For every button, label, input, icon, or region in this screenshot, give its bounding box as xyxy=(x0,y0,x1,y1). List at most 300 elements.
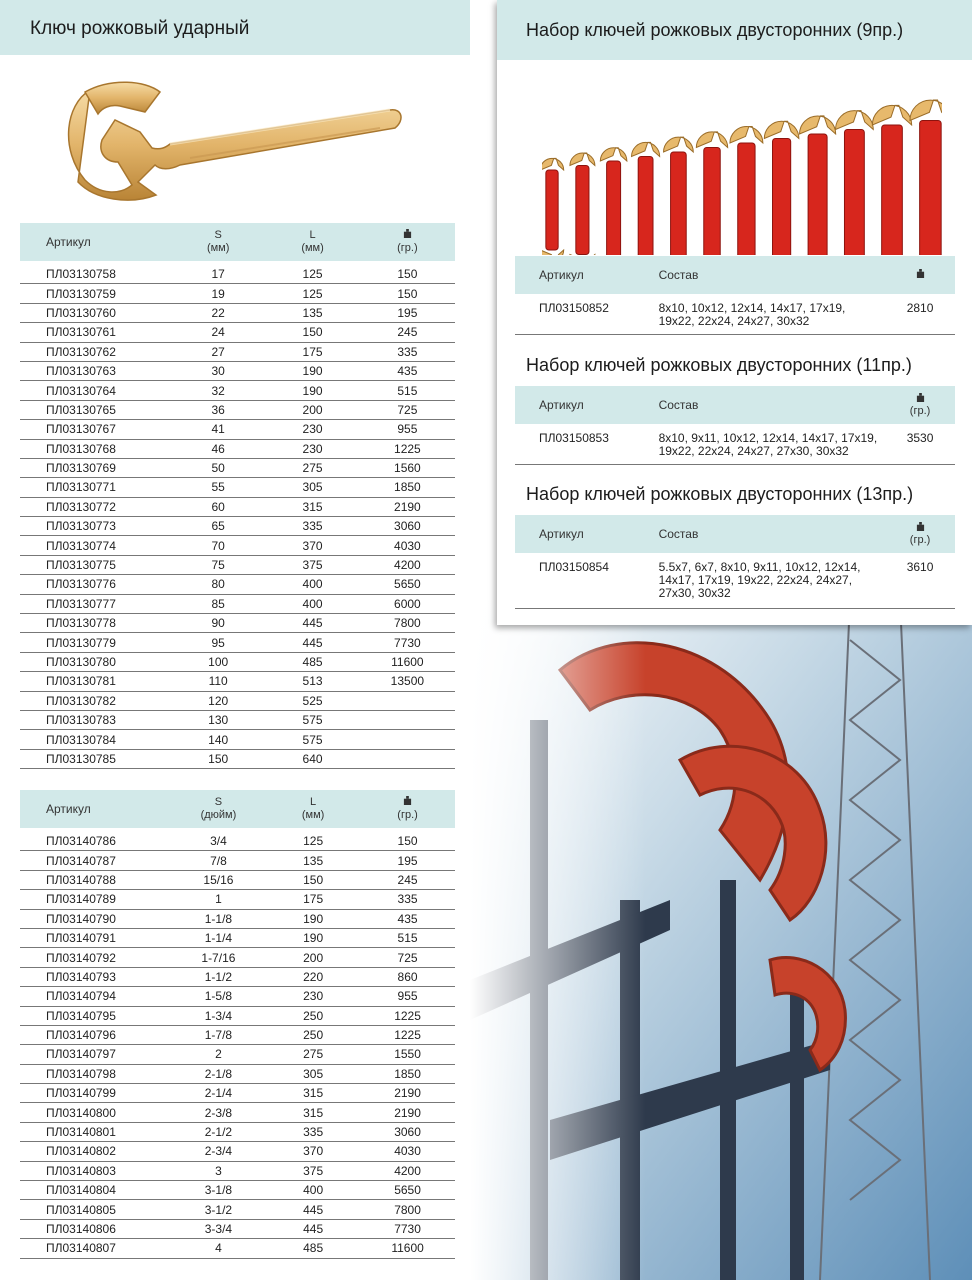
table-row xyxy=(20,890,455,909)
col-content: Состав xyxy=(658,386,886,424)
set-wrench xyxy=(664,137,694,255)
table-row xyxy=(20,1181,455,1200)
table-row xyxy=(20,870,455,889)
length-cell: 335 xyxy=(266,1122,360,1141)
size-cell: 2-3/8 xyxy=(171,1103,266,1122)
size-cell: 70 xyxy=(171,536,265,555)
length-cell: 485 xyxy=(265,652,359,671)
article-cell: ПЛ03140799 xyxy=(20,1084,171,1103)
weight-cell: 7730 xyxy=(360,633,455,652)
article-cell: ПЛ03140803 xyxy=(20,1161,171,1180)
weight-cell xyxy=(360,710,455,729)
length-cell: 315 xyxy=(265,497,359,516)
size-cell: 2-1/4 xyxy=(171,1084,266,1103)
table-row xyxy=(20,987,455,1006)
article-cell: ПЛ03130769 xyxy=(20,458,171,477)
set-table-9 xyxy=(515,256,955,335)
weight-cell xyxy=(360,749,455,768)
table-row xyxy=(20,851,455,870)
set-wrench xyxy=(764,121,799,255)
weight-cell: 4030 xyxy=(360,1142,455,1161)
table-row xyxy=(20,342,455,361)
article-cell: ПЛ03140786 xyxy=(20,832,171,851)
content-cell: 5.5x7, 6x7, 8x10, 9x11, 10x12, 12x14, 14x17, 17x19, 19x22, 22x24, 24x27, 27x30, 30x32 xyxy=(658,553,886,608)
weight-cell: 150 xyxy=(360,832,455,851)
length-cell: 135 xyxy=(265,303,359,322)
size-cell: 3 xyxy=(171,1161,266,1180)
size-cell: 30 xyxy=(171,361,265,380)
weight-icon xyxy=(916,269,925,278)
table-row xyxy=(20,691,455,710)
article-cell: ПЛ03130782 xyxy=(20,691,171,710)
size-cell: 110 xyxy=(171,672,265,691)
article-cell: ПЛ03130767 xyxy=(20,420,171,439)
size-cell: 100 xyxy=(171,652,265,671)
table-row xyxy=(20,710,455,729)
table-row xyxy=(20,1006,455,1025)
article-cell: ПЛ03140798 xyxy=(20,1064,171,1083)
weight-cell: 150 xyxy=(360,265,455,284)
table-row xyxy=(20,928,455,947)
length-cell: 575 xyxy=(265,710,359,729)
length-cell: 445 xyxy=(265,633,359,652)
weight-cell: 1225 xyxy=(360,439,455,458)
length-cell: 190 xyxy=(266,928,360,947)
article-cell: ПЛ03130779 xyxy=(20,633,171,652)
set-wrench xyxy=(872,105,911,255)
length-cell: 250 xyxy=(266,1025,360,1044)
size-cell: 2-1/8 xyxy=(171,1064,266,1083)
weight-cell: 4200 xyxy=(360,555,455,574)
size-cell: 36 xyxy=(171,400,265,419)
table-header-row xyxy=(20,790,455,828)
length-cell: 125 xyxy=(265,265,359,284)
length-cell: 400 xyxy=(266,1181,360,1200)
content-cell: 8x10, 9x11, 10x12, 12x14, 14x17, 17x19, 19x22, 22x24, 24x27, 27x30, 30x32 xyxy=(658,424,886,464)
size-cell: 1-1/8 xyxy=(171,909,266,928)
length-cell: 400 xyxy=(265,594,359,613)
weight-cell: 335 xyxy=(360,890,455,909)
length-cell: 525 xyxy=(265,691,359,710)
col-size: S (дюйм) xyxy=(171,790,266,828)
weight-cell: 1225 xyxy=(360,1006,455,1025)
article-cell: ПЛ03130778 xyxy=(20,614,171,633)
length-cell: 513 xyxy=(265,672,359,691)
size-cell: 7/8 xyxy=(171,851,266,870)
weight-unit: (гр.) xyxy=(397,242,418,254)
article-cell: ПЛ03140804 xyxy=(20,1181,171,1200)
oil-pump-photo xyxy=(470,600,972,1280)
weight-cell: 3530 xyxy=(885,424,955,464)
length-cell: 230 xyxy=(266,987,360,1006)
length-cell: 125 xyxy=(266,832,360,851)
left-column xyxy=(0,0,470,1280)
table-row xyxy=(515,553,955,608)
table-row xyxy=(20,1064,455,1083)
weight-cell: 955 xyxy=(360,987,455,1006)
size-cell: 3-1/8 xyxy=(171,1181,266,1200)
inch-wrench-table xyxy=(20,790,455,1259)
weight-cell: 725 xyxy=(360,948,455,967)
table-row xyxy=(20,749,455,768)
weight-cell: 3060 xyxy=(360,1122,455,1141)
table-row xyxy=(20,284,455,303)
length-cell: 190 xyxy=(265,381,359,400)
article-cell: ПЛ03140794 xyxy=(20,987,171,1006)
length-cell: 200 xyxy=(266,948,360,967)
weight-cell: 150 xyxy=(360,284,455,303)
col-article: Артикул xyxy=(20,223,171,261)
article-cell: ПЛ03140801 xyxy=(20,1122,171,1141)
table-row xyxy=(20,1103,455,1122)
table-row xyxy=(515,294,955,334)
article-cell: ПЛ03130783 xyxy=(20,710,171,729)
col-article: Артикул xyxy=(515,256,658,294)
size-cell: 2-1/2 xyxy=(171,1122,266,1141)
length-cell: 250 xyxy=(266,1006,360,1025)
weight-cell: 195 xyxy=(360,303,455,322)
article-cell: ПЛ03140790 xyxy=(20,909,171,928)
article-cell: ПЛ03140807 xyxy=(20,1239,171,1258)
size-cell: 22 xyxy=(171,303,265,322)
article-cell: ПЛ03140800 xyxy=(20,1103,171,1122)
table-row xyxy=(20,478,455,497)
article-cell: ПЛ03140787 xyxy=(20,851,171,870)
weight-cell xyxy=(360,691,455,710)
weight-cell: 435 xyxy=(360,909,455,928)
title-banner xyxy=(0,0,470,55)
table-header-row xyxy=(20,223,455,261)
set-title-11: Набор ключей рожковых двусторонних (11пр.) xyxy=(526,355,912,375)
table-row xyxy=(515,424,955,464)
col-length: L (мм) xyxy=(265,223,359,261)
article-cell: ПЛ03140802 xyxy=(20,1142,171,1161)
article-cell: ПЛ03140793 xyxy=(20,967,171,986)
table-row xyxy=(20,832,455,851)
length-cell: 400 xyxy=(265,575,359,594)
article-cell: ПЛ03140806 xyxy=(20,1219,171,1238)
wrench-set-image xyxy=(542,60,942,255)
size-cell: 140 xyxy=(171,730,265,749)
set-wrench xyxy=(696,132,727,255)
table-row xyxy=(20,614,455,633)
col-weight xyxy=(885,386,955,424)
article-cell: ПЛ03140796 xyxy=(20,1025,171,1044)
table-row xyxy=(20,381,455,400)
weight-cell: 4200 xyxy=(360,1161,455,1180)
table-row xyxy=(20,303,455,322)
article-cell: ПЛ03130772 xyxy=(20,497,171,516)
set-wrench xyxy=(836,111,874,255)
article-cell: ПЛ03130759 xyxy=(20,284,171,303)
weight-cell: 335 xyxy=(360,342,455,361)
length-cell: 125 xyxy=(265,284,359,303)
table-row xyxy=(20,1161,455,1180)
size-cell: 41 xyxy=(171,420,265,439)
set-wrench xyxy=(542,158,564,255)
article-cell: ПЛ03140788 xyxy=(20,870,171,889)
table-row xyxy=(20,1025,455,1044)
size-cell: 32 xyxy=(171,381,265,400)
size-cell: 2-3/4 xyxy=(171,1142,266,1161)
table-row xyxy=(20,1142,455,1161)
article-cell: ПЛ03150854 xyxy=(515,553,658,608)
article-cell: ПЛ03130780 xyxy=(20,652,171,671)
size-cell: 19 xyxy=(171,284,265,303)
weight-cell: 1225 xyxy=(360,1025,455,1044)
table-row xyxy=(20,1122,455,1141)
article-cell: ПЛ03130784 xyxy=(20,730,171,749)
weight-cell: 1850 xyxy=(360,478,455,497)
article-cell: ПЛ03140792 xyxy=(20,948,171,967)
table-row xyxy=(20,967,455,986)
weight-cell: 955 xyxy=(360,420,455,439)
weight-cell: 515 xyxy=(360,928,455,947)
article-cell: ПЛ03140795 xyxy=(20,1006,171,1025)
weight-cell: 1560 xyxy=(360,458,455,477)
weight-cell: 4030 xyxy=(360,536,455,555)
col-length: L (мм) xyxy=(266,790,360,828)
length-cell: 200 xyxy=(265,400,359,419)
table-row xyxy=(20,909,455,928)
size-cell: 95 xyxy=(171,633,265,652)
article-cell: ПЛ03140791 xyxy=(20,928,171,947)
article-cell: ПЛ03130774 xyxy=(20,536,171,555)
col-weight xyxy=(360,223,455,261)
size-cell: 55 xyxy=(171,478,265,497)
set-wrench xyxy=(910,100,942,255)
weight-cell xyxy=(360,730,455,749)
length-cell: 335 xyxy=(265,517,359,536)
table-row xyxy=(20,361,455,380)
page-title: Ключ рожковый ударный xyxy=(30,18,250,39)
length-cell: 575 xyxy=(265,730,359,749)
weight-icon xyxy=(361,229,454,242)
size-cell: 85 xyxy=(171,594,265,613)
weight-unit: (гр.) xyxy=(909,405,931,417)
set-table-11 xyxy=(515,386,955,465)
size-cell: 1-7/8 xyxy=(171,1025,266,1044)
length-cell: 370 xyxy=(265,536,359,555)
table-header-row xyxy=(515,386,955,424)
length-cell: 375 xyxy=(265,555,359,574)
table-row xyxy=(20,420,455,439)
size-cell: 3-1/2 xyxy=(171,1200,266,1219)
article-cell: ПЛ03130758 xyxy=(20,265,171,284)
length-cell: 190 xyxy=(266,909,360,928)
length-cell: 445 xyxy=(265,614,359,633)
article-cell: ПЛ03150853 xyxy=(515,424,658,464)
length-cell: 175 xyxy=(265,342,359,361)
weight-cell: 1850 xyxy=(360,1064,455,1083)
size-cell: 17 xyxy=(171,265,265,284)
length-cell: 175 xyxy=(266,890,360,909)
set-wrench xyxy=(730,127,763,255)
article-cell: ПЛ03130768 xyxy=(20,439,171,458)
weight-cell: 195 xyxy=(360,851,455,870)
size-cell: 15/16 xyxy=(171,870,266,889)
article-cell: ПЛ03130760 xyxy=(20,303,171,322)
table-row xyxy=(20,575,455,594)
content-cell: 8x10, 10x12, 12x14, 14x17, 17x19, 19x22, 22x24, 24x27, 30x32 xyxy=(658,294,886,334)
col-weight xyxy=(885,515,955,553)
col-weight xyxy=(360,790,455,828)
length-cell: 485 xyxy=(266,1239,360,1258)
length-cell: 230 xyxy=(265,420,359,439)
length-cell: 305 xyxy=(266,1064,360,1083)
length-cell: 135 xyxy=(266,851,360,870)
weight-cell: 3610 xyxy=(885,553,955,608)
article-cell: ПЛ03140805 xyxy=(20,1200,171,1219)
size-cell: 75 xyxy=(171,555,265,574)
article-cell: ПЛ03130763 xyxy=(20,361,171,380)
size-cell: 130 xyxy=(171,710,265,729)
weight-cell: 5650 xyxy=(360,1181,455,1200)
article-cell: ПЛ03130771 xyxy=(20,478,171,497)
size-cell: 150 xyxy=(171,749,265,768)
length-cell: 640 xyxy=(265,749,359,768)
weight-cell: 7800 xyxy=(360,1200,455,1219)
weight-icon xyxy=(361,796,454,809)
table-row xyxy=(20,948,455,967)
table-row xyxy=(20,652,455,671)
table-row xyxy=(20,497,455,516)
size-cell: 27 xyxy=(171,342,265,361)
weight-cell: 2810 xyxy=(885,294,955,334)
striking-wrench-image xyxy=(60,70,410,205)
length-cell: 370 xyxy=(266,1142,360,1161)
article-cell: ПЛ03130781 xyxy=(20,672,171,691)
table-row xyxy=(20,323,455,342)
size-cell: 4 xyxy=(171,1239,266,1258)
table-row xyxy=(20,1084,455,1103)
set-title-9: Набор ключей рожковых двусторонних (9пр.) xyxy=(526,20,904,40)
set-wrench xyxy=(800,116,836,255)
set-wrench xyxy=(632,142,660,255)
weight-cell: 7800 xyxy=(360,614,455,633)
table-row xyxy=(20,730,455,749)
table-body xyxy=(20,261,455,769)
length-cell: 445 xyxy=(266,1200,360,1219)
size-cell: 24 xyxy=(171,323,265,342)
weight-cell: 1550 xyxy=(360,1045,455,1064)
length-cell: 445 xyxy=(266,1219,360,1238)
size-cell: 80 xyxy=(171,575,265,594)
size-cell: 1-1/4 xyxy=(171,928,266,947)
length-cell: 315 xyxy=(266,1084,360,1103)
table-row xyxy=(20,536,455,555)
weight-cell: 2190 xyxy=(360,1103,455,1122)
set-wrench xyxy=(600,148,627,255)
size-cell: 1-7/16 xyxy=(171,948,266,967)
weight-cell: 245 xyxy=(360,870,455,889)
weight-unit: (гр.) xyxy=(909,534,931,546)
weight-cell: 11600 xyxy=(360,1239,455,1258)
article-cell: ПЛ03130776 xyxy=(20,575,171,594)
size-cell: 3/4 xyxy=(171,832,266,851)
weight-cell: 515 xyxy=(360,381,455,400)
col-article: Артикул xyxy=(515,386,658,424)
length-cell: 305 xyxy=(265,478,359,497)
table-row xyxy=(20,1219,455,1238)
weight-cell: 7730 xyxy=(360,1219,455,1238)
article-cell: ПЛ03130761 xyxy=(20,323,171,342)
article-cell: ПЛ03140797 xyxy=(20,1045,171,1064)
weight-icon xyxy=(886,522,954,534)
size-cell: 120 xyxy=(171,691,265,710)
wrench-sets-card xyxy=(497,0,972,625)
weight-cell: 13500 xyxy=(360,672,455,691)
article-cell: ПЛ03130775 xyxy=(20,555,171,574)
weight-cell: 435 xyxy=(360,361,455,380)
article-cell: ПЛ03130765 xyxy=(20,400,171,419)
table-row xyxy=(20,594,455,613)
weight-cell: 2190 xyxy=(360,497,455,516)
size-cell: 3-3/4 xyxy=(171,1219,266,1238)
length-cell: 150 xyxy=(265,323,359,342)
article-cell: ПЛ03140789 xyxy=(20,890,171,909)
col-content: Состав xyxy=(658,256,886,294)
table-row xyxy=(20,458,455,477)
col-content: Состав xyxy=(658,515,886,553)
table-row xyxy=(20,1200,455,1219)
table-row xyxy=(20,633,455,652)
size-cell: 1 xyxy=(171,890,266,909)
length-cell: 275 xyxy=(265,458,359,477)
table-row xyxy=(20,265,455,284)
size-cell: 46 xyxy=(171,439,265,458)
article-cell: ПЛ03130762 xyxy=(20,342,171,361)
weight-icon xyxy=(886,393,954,405)
length-cell: 275 xyxy=(266,1045,360,1064)
size-cell: 1-3/4 xyxy=(171,1006,266,1025)
table-row xyxy=(20,517,455,536)
article-cell: ПЛ03130773 xyxy=(20,517,171,536)
length-cell: 190 xyxy=(265,361,359,380)
article-cell: ПЛ03150852 xyxy=(515,294,658,334)
article-cell: ПЛ03130764 xyxy=(20,381,171,400)
weight-cell: 2190 xyxy=(360,1084,455,1103)
weight-cell: 6000 xyxy=(360,594,455,613)
table-body xyxy=(20,828,455,1258)
size-cell: 50 xyxy=(171,458,265,477)
table-header-row xyxy=(515,256,955,294)
weight-cell: 3060 xyxy=(360,517,455,536)
table-row xyxy=(20,555,455,574)
metric-wrench-table xyxy=(20,223,455,769)
size-cell: 90 xyxy=(171,614,265,633)
size-cell: 1-1/2 xyxy=(171,967,266,986)
table-header-row xyxy=(515,515,955,553)
col-article: Артикул xyxy=(20,790,171,828)
table-row xyxy=(20,672,455,691)
length-cell: 220 xyxy=(266,967,360,986)
set-title-13: Набор ключей рожковых двусторонних (13пр.) xyxy=(526,484,914,504)
weight-cell: 860 xyxy=(360,967,455,986)
set-wrench xyxy=(570,153,595,255)
weight-cell: 245 xyxy=(360,323,455,342)
size-cell: 1-5/8 xyxy=(171,987,266,1006)
length-cell: 230 xyxy=(265,439,359,458)
set-table-13 xyxy=(515,515,955,609)
table-row xyxy=(20,439,455,458)
col-article: Артикул xyxy=(515,515,658,553)
size-cell: 60 xyxy=(171,497,265,516)
article-cell: ПЛ03130785 xyxy=(20,749,171,768)
table-row xyxy=(20,1239,455,1258)
table-row xyxy=(20,400,455,419)
length-cell: 150 xyxy=(266,870,360,889)
